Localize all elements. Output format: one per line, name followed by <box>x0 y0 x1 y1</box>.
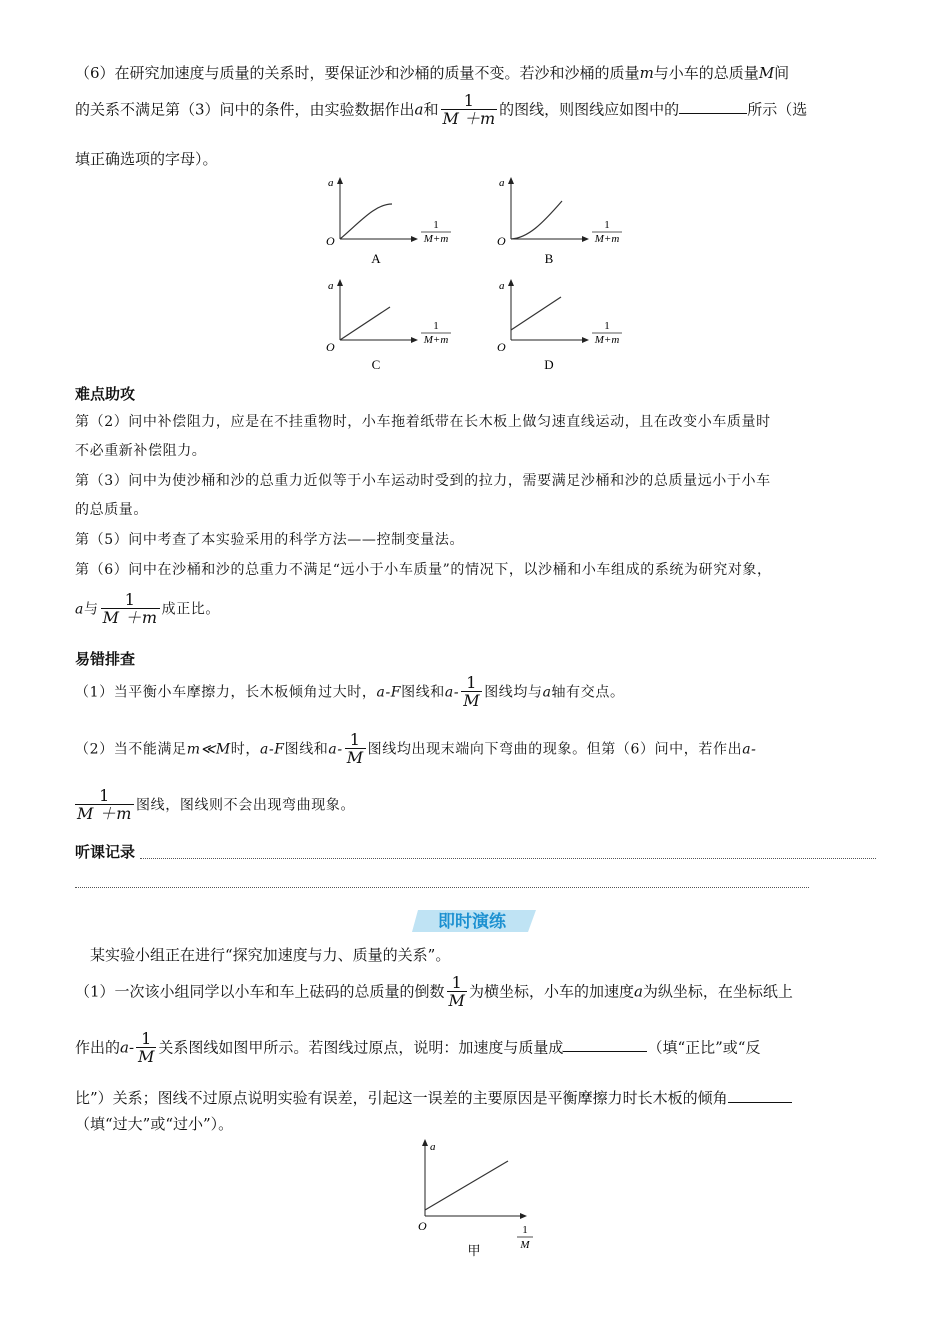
error-2 <box>75 732 756 767</box>
fraction-1-over-M-plus-m <box>75 788 134 823</box>
curve-b <box>511 201 562 239</box>
difficulty-p4b <box>75 592 220 627</box>
frac-num: 1 <box>463 91 474 110</box>
axis-label-a: a <box>499 177 505 189</box>
var-m: m <box>639 64 654 82</box>
x-label-den: M+m <box>594 334 620 346</box>
notes-label: 听课记录 <box>75 843 136 861</box>
difficulty-p1a: 第（2）问中补偿阻力，应是在不挂重物时，小车拖着纸带在长木板上做匀速直线运动，且在改变小车质量时 <box>75 414 771 430</box>
q6-text-1b: 与小车的总质量 <box>653 64 759 82</box>
line-d <box>511 297 561 330</box>
banner-title: 即时演练 <box>438 912 506 932</box>
difficulty-p4a: 第（6）问中在沙桶和沙的总重力不满足“远小于小车质量”的情况下，以沙桶和小车组成的系统为研究对象， <box>75 562 772 578</box>
q6-text-2d: 所示（选 <box>747 100 808 119</box>
answer-blank-proportion[interactable] <box>563 1036 647 1052</box>
fraction-1-over-M <box>345 732 366 767</box>
frac-den: M ＋m <box>102 608 158 627</box>
fraction-1-over-M <box>136 1031 156 1066</box>
var-a: a <box>542 684 552 701</box>
frac-den: M ＋m <box>442 109 496 128</box>
q6-line-2 <box>75 93 807 128</box>
line-c <box>340 307 390 340</box>
x-label-num: 1 <box>604 219 610 231</box>
frac-den: M <box>138 1047 155 1066</box>
fraction-1-over-M-plus-m <box>101 592 160 627</box>
q6-text-1c: 间 <box>774 64 790 82</box>
x-label-num: 1 <box>433 320 439 332</box>
practice-line-4: （填“过大”或“过小”）。 <box>75 1115 234 1133</box>
practice-line-2 <box>75 1031 760 1066</box>
practice-text-2a: 作出的 <box>75 1038 121 1057</box>
var-a-F: a-F <box>260 741 285 758</box>
origin-label: O <box>326 234 335 248</box>
curve-a <box>340 204 392 239</box>
x-label-den: M+m <box>423 334 449 346</box>
q6-text-3: 填正确选项的字母）。 <box>75 150 218 168</box>
error-2-text-d: 图线均出现末端向下弯曲的现象。但第（6）问中，若作出 <box>367 741 743 758</box>
error-1-text-c: 图线均与 <box>484 684 543 701</box>
error-2-text: （2）当不能满足 <box>75 741 187 758</box>
practice-text-1b: 为横坐标，小车的加速度 <box>468 982 634 1001</box>
practice-text-1c: 为纵坐标，在坐标纸上 <box>642 982 793 1001</box>
q6-text-2a: 的关系不满足第（3）问中的条件，由实验数据作出 <box>75 100 415 119</box>
figure-jia <box>408 1134 548 1264</box>
axis-label-a: a <box>499 280 505 292</box>
practice-text-2b: 关系图线如图甲所示。若图线过原点，说明：加速度与质量成 <box>158 1038 564 1057</box>
q6-text-1: （6）在研究加速度与质量的关系时，要保证沙和沙桶的质量不变。若沙和沙桶的质量 <box>75 64 640 82</box>
error-1 <box>75 675 625 710</box>
frac-den: M <box>448 991 465 1010</box>
difficulty-p2b: 的总质量。 <box>75 502 148 518</box>
text-with: 与 <box>83 601 99 618</box>
origin-label: O <box>497 340 506 354</box>
frac-den: M <box>463 691 481 710</box>
x-label-den: M <box>520 1239 530 1251</box>
fraction-1-over-M <box>461 675 482 710</box>
origin-label: O <box>497 234 506 248</box>
axis-label-a: a <box>328 177 334 189</box>
error-2-cont <box>75 788 355 823</box>
x-label-den: M+m <box>423 233 449 245</box>
practice-line-1 <box>75 975 793 1010</box>
notes-line-2[interactable] <box>75 887 809 888</box>
var-a-F: a-F <box>376 684 402 701</box>
answer-blank-angle[interactable] <box>728 1087 792 1103</box>
difficulty-p3: 第（5）问中考查了本实验采用的科学方法——控制变量法。 <box>75 532 465 548</box>
figure-caption: 甲 <box>467 1243 481 1258</box>
frac-den: M <box>346 748 364 767</box>
graph-b <box>497 177 622 266</box>
practice-line-3 <box>75 1087 792 1107</box>
q6-text-2b: 和 <box>423 100 439 119</box>
section-title-difficulty: 难点助攻 <box>75 385 136 403</box>
origin-label: O <box>418 1219 427 1233</box>
frac-num: 1 <box>349 730 361 749</box>
error-2-text-c: 图线和 <box>284 741 329 758</box>
q6-text-2c: 的图线，则图线应如图中的 <box>499 100 680 119</box>
graph-c <box>326 280 451 372</box>
fraction-1-over-M <box>447 975 467 1010</box>
practice-banner <box>410 906 540 934</box>
frac-num: 1 <box>466 673 478 692</box>
condition-m-much-less-M: m≪M <box>186 741 231 758</box>
practice-text-3a: 比”）关系；图线不过原点说明实验有误差，引起这一误差的主要原因是平衡摩擦力时长木板的倾角 <box>75 1089 728 1107</box>
var-a-dash: a- <box>328 741 343 758</box>
var-a-dash: a- <box>742 741 757 758</box>
q6-line-3 <box>75 150 218 168</box>
answer-blank-q6[interactable] <box>679 98 747 114</box>
practice-text-1a: （1）一次该小组同学以小车和车上砝码的总质量的倒数 <box>75 982 445 1001</box>
frac-num: 1 <box>124 590 136 609</box>
error-2-text-e: 图线，图线则不会出现弯曲现象。 <box>136 797 356 814</box>
axis-label-a: a <box>430 1141 436 1153</box>
origin-label: O <box>326 340 335 354</box>
frac-num: 1 <box>141 1029 152 1048</box>
x-label-num: 1 <box>604 320 610 332</box>
axis-label-a: a <box>328 280 334 292</box>
var-M: M <box>758 64 775 82</box>
fraction-1-over-M-plus-m <box>441 93 498 128</box>
section-title-errors: 易错排查 <box>75 650 136 668</box>
difficulty-p1b: 不必重新补偿阻力。 <box>75 443 207 459</box>
difficulty-p2a: 第（3）问中为使沙桶和沙的总重力近似等于小车运动时受到的拉力，需要满足沙桶和沙的总质量远小于小车 <box>75 473 771 489</box>
frac-num: 1 <box>99 786 110 805</box>
error-1-text-d: 轴有交点。 <box>551 684 625 701</box>
option-a-label: A <box>371 251 381 266</box>
error-2-text-b: 时， <box>230 741 260 758</box>
error-1-text: （1）当平衡小车摩擦力，长木板倾角过大时， <box>75 684 377 701</box>
graph-d <box>497 280 622 372</box>
x-label-den: M+m <box>594 233 620 245</box>
var-a: a <box>414 100 424 119</box>
var-a-dash: a- <box>120 1038 135 1057</box>
practice-intro: 某实验小组正在进行“探究加速度与力、质量的关系”。 <box>90 946 451 964</box>
option-c-label: C <box>371 357 381 372</box>
q6-line-1 <box>75 64 789 82</box>
option-d-label: D <box>544 357 554 372</box>
x-label-num: 1 <box>522 1224 528 1236</box>
graphs-abcd <box>320 172 640 377</box>
practice-text-2c: （填“正比”或“反 <box>647 1038 761 1057</box>
var-a: a <box>633 982 643 1001</box>
text-proportional: 成正比。 <box>161 601 221 618</box>
error-1-text-b: 图线和 <box>401 684 445 701</box>
line-jia <box>425 1161 508 1210</box>
var-a-dash: a- <box>444 684 460 701</box>
notes-line-1[interactable] <box>140 858 876 859</box>
frac-num: 1 <box>451 973 462 992</box>
graph-a <box>326 177 451 266</box>
x-label-num: 1 <box>433 219 439 231</box>
frac-den: M ＋m <box>77 804 133 823</box>
var-a: a <box>75 601 84 618</box>
option-b-label: B <box>544 251 554 266</box>
